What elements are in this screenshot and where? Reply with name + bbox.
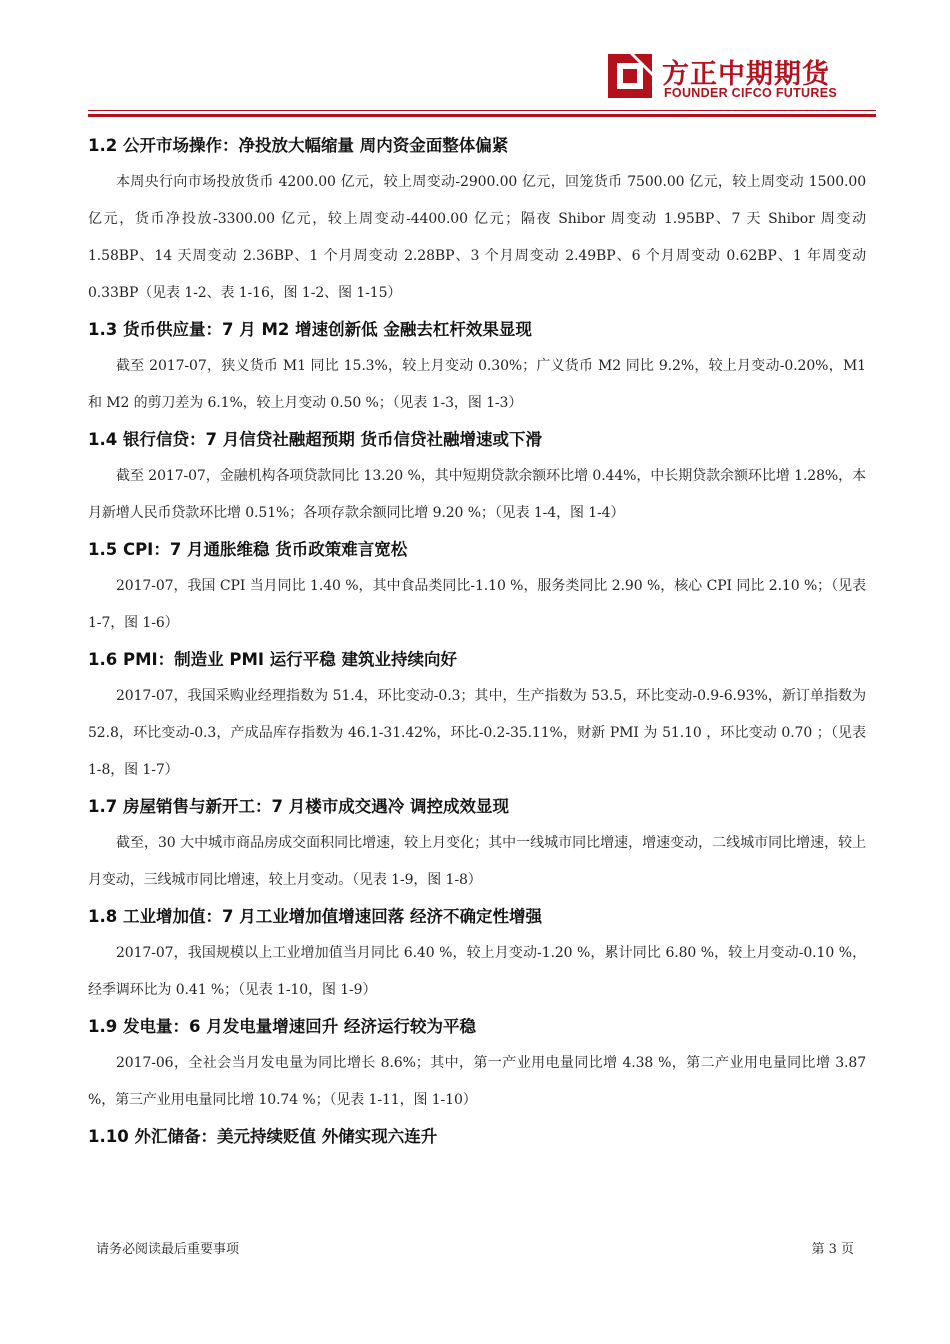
section-paragraph: 2017-07，我国采购业经理指数为 51.4，环比变动-0.3；其中，生产指数为 53.5，环比变动-0.9-6.93%，新订单指数为 52.8，环比变动-0.3，产成品库存指数为 46.1-31.42%，环比-0.2-35.11%，财新 PMI 为 51.10 ，环比变动 0.70 ；（见表 1-8，图 1-7） xyxy=(88,688,866,778)
section-paragraph: 2017-07，我国规模以上工业增加值当月同比 6.40 %，较上月变动-1.20 %，累计同比 6.80 %，较上月变动-0.10 %，经季调环比为 0.41 %；（见表 1-10，图 1-9） xyxy=(88,945,866,998)
section-heading: 1.2 公开市场操作：净投放大幅缩量 周内资金面整体偏紧 xyxy=(88,136,509,155)
founder-logo-icon xyxy=(608,54,652,98)
section-paragraph: 截至 2017-07，狭义货币 M1 同比 15.3%，较上月变动 0.30%；广义货币 M2 同比 9.2%，较上月变动-0.20%，M1 和 M2 的剪刀差为 6.1%，较上月变动 0.50 %；（见表 1-3，图 1-3） xyxy=(88,358,866,411)
logo-chinese-name: 方正中期期货 xyxy=(662,59,830,90)
report-body xyxy=(88,128,866,1155)
section-money-supply xyxy=(88,316,866,422)
section-power-generation xyxy=(88,1013,866,1119)
footer-disclaimer: 请务必阅读最后重要事项 xyxy=(96,1242,240,1257)
logo-english-name: FOUNDER CIFCO FUTURES xyxy=(664,86,837,100)
section-heading: 1.3 货币供应量：7 月 M2 增速创新低 金融去杠杆效果显现 xyxy=(88,320,532,339)
section-paragraph: 2017-06，全社会当月发电量为同比增长 8.6%；其中，第一产业用电量同比增 4.38 %，第二产业用电量同比增 3.87 %，第三产业用电量同比增 10.74 %；（见表 1-11，图 1-10） xyxy=(88,1055,866,1108)
section-pmi xyxy=(88,646,866,789)
section-fx-reserves xyxy=(88,1123,866,1151)
header-divider-thick xyxy=(88,114,876,117)
section-paragraph: 截至，30 大中城市商品房成交面积同比增速，较上月变化；其中一线城市同比增速，增速变动，二线城市同比增速，较上月变动，三线城市同比增速，较上月变动。（见表 1-9，图 1-8） xyxy=(88,835,866,888)
section-heading: 1.5 CPI：7 月通胀维稳 货币政策难言宽松 xyxy=(88,540,408,559)
section-heading: 1.9 发电量：6 月发电量增速回升 经济运行较为平稳 xyxy=(88,1017,476,1036)
section-heading: 1.7 房屋销售与新开工：7 月楼市成交遇冷 调控成效显现 xyxy=(88,797,509,816)
section-cpi xyxy=(88,536,866,642)
section-paragraph: 截至 2017-07，金融机构各项贷款同比 13.20 %，其中短期贷款余额环比增 0.44%，中长期贷款余额环比增 1.28%，本月新增人民币贷款环比增 0.51%；各项存款余额同比增 9.20 %；（见表 1-4，图 1-4） xyxy=(88,468,866,521)
section-heading: 1.8 工业增加值：7 月工业增加值增速回落 经济不确定性增强 xyxy=(88,907,542,926)
section-heading: 1.6 PMI：制造业 PMI 运行平稳 建筑业持续向好 xyxy=(88,650,458,669)
section-paragraph: 本周央行向市场投放货币 4200.00 亿元，较上周变动-2900.00 亿元，回笼货币 7500.00 亿元，较上周变动 1500.00 亿元，货币净投放-3300.00 亿元，较上周变动-4400.00 亿元；隔夜 Shibor 周变动 1.95BP、7 天 Shibor 周变动 1.58BP、14 天周变动 2.36BP、1 个月周变动 2.28BP、3 个月周变动 2.49BP、6 个月周变动 0.62BP、1 年周变动 0.33BP（见表 1-2、表 1-16，图 1-2、图 1-15） xyxy=(88,174,866,301)
section-paragraph: 2017-07，我国 CPI 当月同比 1.40 %，其中食品类同比-1.10 %，服务类同比 2.90 %，核心 CPI 同比 2.10 %；（见表 1-7，图 1-6） xyxy=(88,578,866,631)
section-industrial-value xyxy=(88,903,866,1009)
section-heading: 1.4 银行信贷：7 月信贷社融超预期 货币信贷社融增速或下滑 xyxy=(88,430,542,449)
section-housing xyxy=(88,793,866,899)
section-heading: 1.10 外汇储备：美元持续贬值 外储实现六连升 xyxy=(88,1127,438,1146)
section-open-market xyxy=(88,132,866,312)
section-bank-credit xyxy=(88,426,866,532)
page-number: 第 3 页 xyxy=(811,1242,854,1257)
header-divider-thin xyxy=(88,110,876,111)
company-logo xyxy=(608,52,848,108)
